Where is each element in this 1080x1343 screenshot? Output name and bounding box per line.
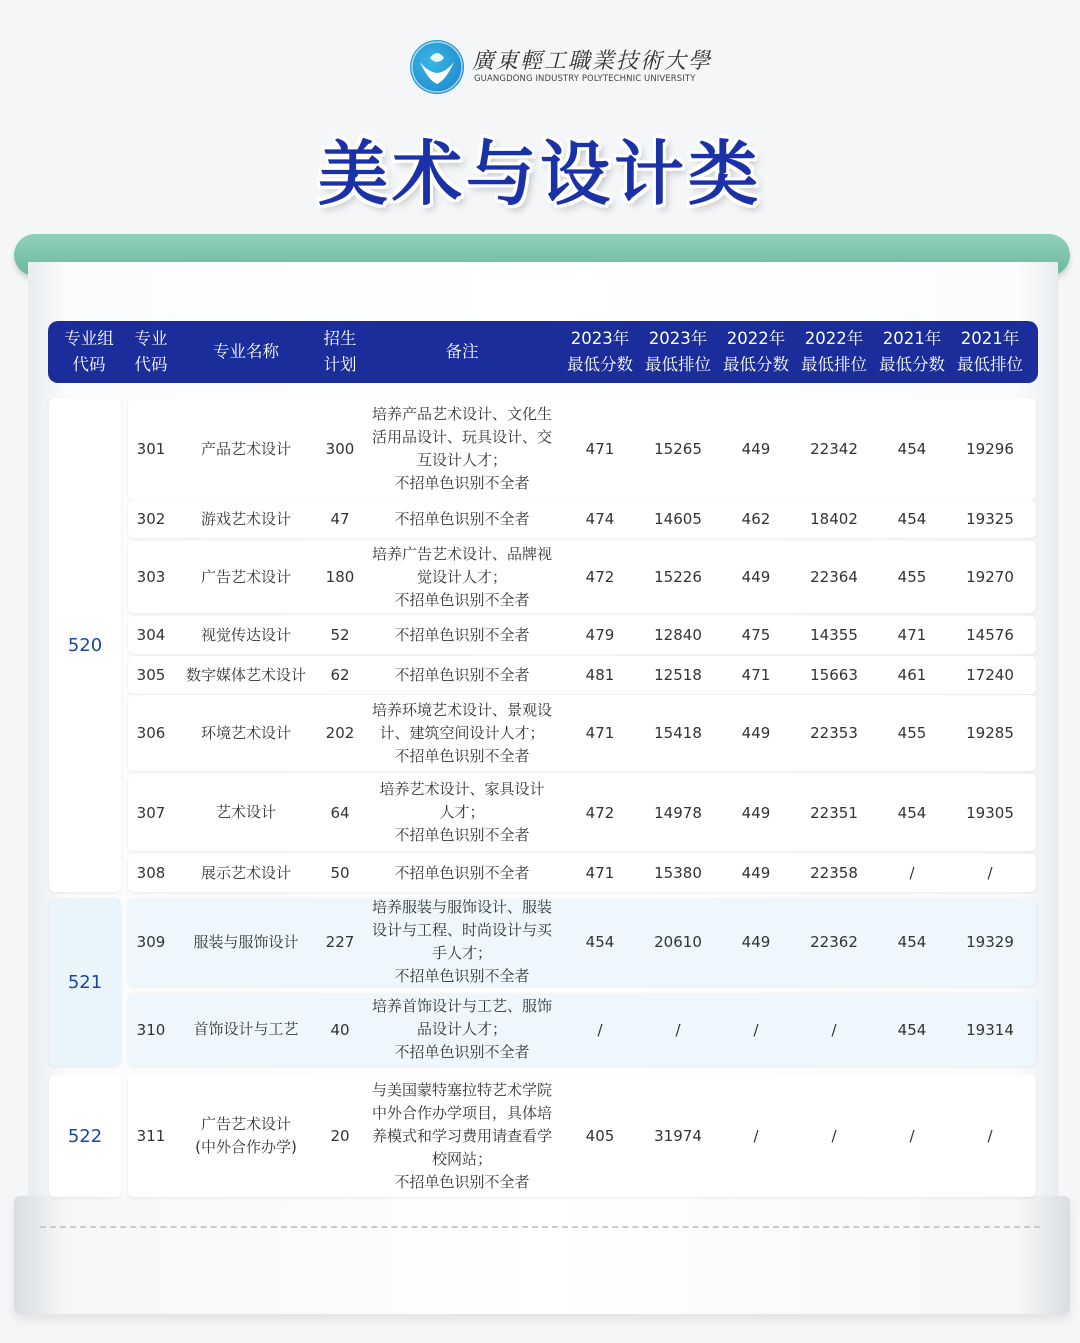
- rank-2021-cell: 14576: [966, 626, 1014, 644]
- plan-cell: 227: [325, 933, 355, 951]
- rank-2021-cell: 19329: [966, 933, 1014, 951]
- major-code-cell: 309: [136, 933, 166, 951]
- rank-2022-cell: 22342: [810, 440, 858, 458]
- plan-cell: 64: [330, 803, 350, 822]
- header-note: 备注: [445, 342, 479, 361]
- note-cell: 不招单色识别不全者: [394, 863, 530, 882]
- rank-2023-cell: 12840: [654, 626, 702, 644]
- rank-2021-cell: 19305: [966, 803, 1014, 822]
- table-header: [48, 321, 1038, 383]
- university-name-cn: 廣東輕工職業技術大學: [472, 49, 713, 74]
- table-row: [128, 1075, 1036, 1197]
- rank-2022-cell: 22364: [810, 568, 858, 586]
- score-2021-cell: 455: [897, 568, 927, 586]
- major-name-cell: 展示艺术设计: [200, 863, 291, 882]
- note-cell: 不招单色识别不全者: [394, 509, 530, 528]
- page-title: 美术与设计类: [318, 133, 762, 215]
- table-row: [128, 541, 1036, 613]
- major-name-cell: 游戏艺术设计: [200, 509, 291, 528]
- table-row: [128, 656, 1036, 694]
- major-name-cell: 广告艺术设计 (中外合作办学): [195, 1115, 297, 1156]
- score-2022-cell: 449: [741, 864, 771, 882]
- score-2023-cell: 472: [585, 803, 615, 822]
- rank-2023-cell: 15226: [654, 568, 702, 586]
- table-row: [128, 898, 1036, 986]
- major-code-cell: 306: [136, 724, 166, 742]
- dashed-divider: [40, 1226, 1040, 1228]
- note-cell: 培养艺术设计、家具设计 人才； 不招单色识别不全者: [379, 780, 545, 844]
- plan-cell: 20: [330, 1127, 350, 1145]
- score-2022-cell: 449: [741, 440, 771, 458]
- rank-2021-cell: 17240: [966, 666, 1014, 684]
- note-cell: 不招单色识别不全者: [394, 625, 530, 644]
- score-2023-cell: 454: [585, 933, 615, 951]
- score-2023-cell: 481: [585, 666, 615, 684]
- rank-2022-cell: 22362: [810, 933, 858, 951]
- table-row: [128, 616, 1036, 654]
- rank-2022-cell: 15663: [810, 666, 858, 684]
- score-2021-cell: 461: [897, 666, 927, 684]
- group-code-cell: 521: [49, 898, 121, 1066]
- rank-2022-cell: 18402: [810, 510, 858, 528]
- note-cell: 培养环境艺术设计、景观设 计、建筑空间设计人才； 不招单色识别不全者: [371, 700, 552, 765]
- plan-cell: 202: [325, 724, 355, 742]
- score-2021-cell: 454: [897, 440, 927, 458]
- score-2022-cell: 449: [741, 803, 771, 822]
- score-2021-cell: /: [909, 1127, 915, 1145]
- table-row: [128, 993, 1036, 1066]
- score-2022-cell: 449: [741, 724, 771, 742]
- rank-2021-cell: 19325: [966, 510, 1014, 528]
- header-score-2022: 2022年 最低分数: [723, 329, 789, 374]
- table-row: [128, 854, 1036, 892]
- major-name-cell: 环境艺术设计: [200, 723, 291, 742]
- rank-2022-cell: 22351: [810, 803, 858, 822]
- score-2023-cell: /: [597, 1020, 603, 1039]
- major-code-cell: 311: [136, 1127, 166, 1145]
- major-code-cell: 302: [136, 510, 166, 528]
- score-2021-cell: 454: [897, 1020, 927, 1039]
- major-name-cell: 视觉传达设计: [200, 625, 291, 644]
- rank-2021-cell: 19285: [966, 724, 1014, 742]
- table-row: [128, 774, 1036, 851]
- major-code-cell: 303: [136, 568, 166, 586]
- note-cell: 培养产品艺术设计、文化生 活用品设计、玩具设计、交 互设计人才； 不招单色识别不全者: [371, 405, 552, 492]
- scroll-roller-bottom: [14, 1196, 1070, 1314]
- rank-2023-cell: 20610: [654, 933, 702, 951]
- major-code-cell: 305: [136, 666, 166, 684]
- score-2021-cell: 454: [897, 803, 927, 822]
- note-cell: 不招单色识别不全者: [394, 665, 530, 684]
- score-2023-cell: 471: [585, 724, 615, 742]
- university-name-en: GUANGDONG INDUSTRY POLYTECHNIC UNIVERSITY: [474, 74, 696, 84]
- rank-2023-cell: 12518: [654, 666, 702, 684]
- score-2022-cell: 475: [741, 626, 771, 644]
- score-2022-cell: /: [753, 1127, 759, 1145]
- group-code-cell: 522: [49, 1075, 121, 1197]
- major-name-cell: 首饰设计与工艺: [193, 1020, 299, 1038]
- rank-2023-cell: 31974: [654, 1127, 702, 1145]
- rank-2021-cell: 19270: [966, 568, 1014, 586]
- major-name-cell: 数字媒体艺术设计: [185, 665, 306, 684]
- major-code-cell: 308: [136, 864, 166, 882]
- header-score-2021: 2021年 最低分数: [879, 329, 945, 374]
- rank-2022-cell: 22358: [810, 864, 858, 882]
- header-rank-2021: 2021年 最低排位: [957, 329, 1023, 374]
- major-name-cell: 艺术设计: [215, 803, 276, 821]
- group-code-cell: 520: [49, 398, 121, 892]
- plan-cell: 180: [325, 568, 355, 586]
- header-score-2023: 2023年 最低分数: [567, 329, 633, 374]
- note-cell: 培养服装与服饰设计、服装 设计与工程、时尚设计与买 手人才； 不招单色识别不全者: [371, 898, 552, 985]
- rank-2023-cell: 15418: [654, 724, 702, 742]
- major-code-cell: 307: [136, 803, 166, 822]
- score-2022-cell: 449: [741, 568, 771, 586]
- note-cell: 与美国蒙特塞拉特艺术学院 中外合作办学项目，具体培 养模式和学习费用请查看学 校网站； 不招单色识别不全者: [371, 1080, 552, 1191]
- score-2023-cell: 474: [585, 510, 615, 528]
- score-2022-cell: 449: [741, 933, 771, 951]
- major-code-cell: 310: [136, 1020, 166, 1039]
- major-code-cell: 304: [136, 626, 166, 644]
- score-2023-cell: 471: [585, 440, 615, 458]
- table-row: [128, 500, 1036, 538]
- header-plan: 招生 计划: [323, 329, 357, 374]
- header-group-code: 专业组 代码: [64, 329, 114, 374]
- plan-cell: 47: [330, 510, 350, 528]
- major-name-cell: 广告艺术设计: [200, 567, 291, 586]
- plan-cell: 52: [330, 626, 350, 644]
- score-2022-cell: 471: [741, 666, 771, 684]
- score-2023-cell: 472: [585, 568, 615, 586]
- university-emblem-icon: [410, 40, 464, 94]
- score-2023-cell: 479: [585, 626, 615, 644]
- major-code-cell: 301: [136, 440, 166, 458]
- plan-cell: 62: [330, 666, 350, 684]
- header-rank-2023: 2023年 最低排位: [645, 329, 711, 374]
- rank-2023-cell: 15380: [654, 864, 702, 882]
- rank-2023-cell: 15265: [654, 440, 702, 458]
- rank-2022-cell: /: [831, 1020, 837, 1039]
- score-2023-cell: 405: [585, 1127, 615, 1145]
- rank-2022-cell: /: [831, 1127, 837, 1145]
- header-major-name: 专业名称: [213, 342, 279, 361]
- major-name-cell: 产品艺术设计: [200, 439, 291, 458]
- score-2022-cell: /: [753, 1020, 759, 1039]
- table-row: [128, 695, 1036, 771]
- university-logo: [410, 40, 713, 96]
- score-2022-cell: 462: [741, 510, 771, 528]
- rank-2021-cell: /: [987, 864, 993, 882]
- rank-2023-cell: /: [675, 1020, 681, 1039]
- score-2021-cell: 455: [897, 724, 927, 742]
- header-rank-2022: 2022年 最低排位: [801, 329, 867, 374]
- note-cell: 培养广告艺术设计、品牌视 觉设计人才； 不招单色识别不全者: [371, 544, 552, 609]
- score-2021-cell: 471: [897, 626, 927, 644]
- score-2023-cell: 471: [585, 864, 615, 882]
- rank-2022-cell: 22353: [810, 724, 858, 742]
- header-major-code: 专业 代码: [134, 329, 168, 374]
- plan-cell: 50: [330, 864, 350, 882]
- rank-2021-cell: 19296: [966, 440, 1014, 458]
- note-cell: 培养首饰设计与工艺、服饰 品设计人才； 不招单色识别不全者: [371, 997, 552, 1061]
- plan-cell: 40: [330, 1020, 350, 1039]
- score-2021-cell: /: [909, 864, 915, 882]
- rank-2021-cell: 19314: [966, 1020, 1014, 1039]
- table-row: [128, 398, 1036, 500]
- rank-2021-cell: /: [987, 1127, 993, 1145]
- major-name-cell: 服装与服饰设计: [193, 932, 299, 951]
- rank-2023-cell: 14605: [654, 510, 702, 528]
- score-2021-cell: 454: [897, 933, 927, 951]
- rank-2022-cell: 14355: [810, 626, 858, 644]
- score-2021-cell: 454: [897, 510, 927, 528]
- rank-2023-cell: 14978: [654, 803, 702, 822]
- plan-cell: 300: [325, 440, 355, 458]
